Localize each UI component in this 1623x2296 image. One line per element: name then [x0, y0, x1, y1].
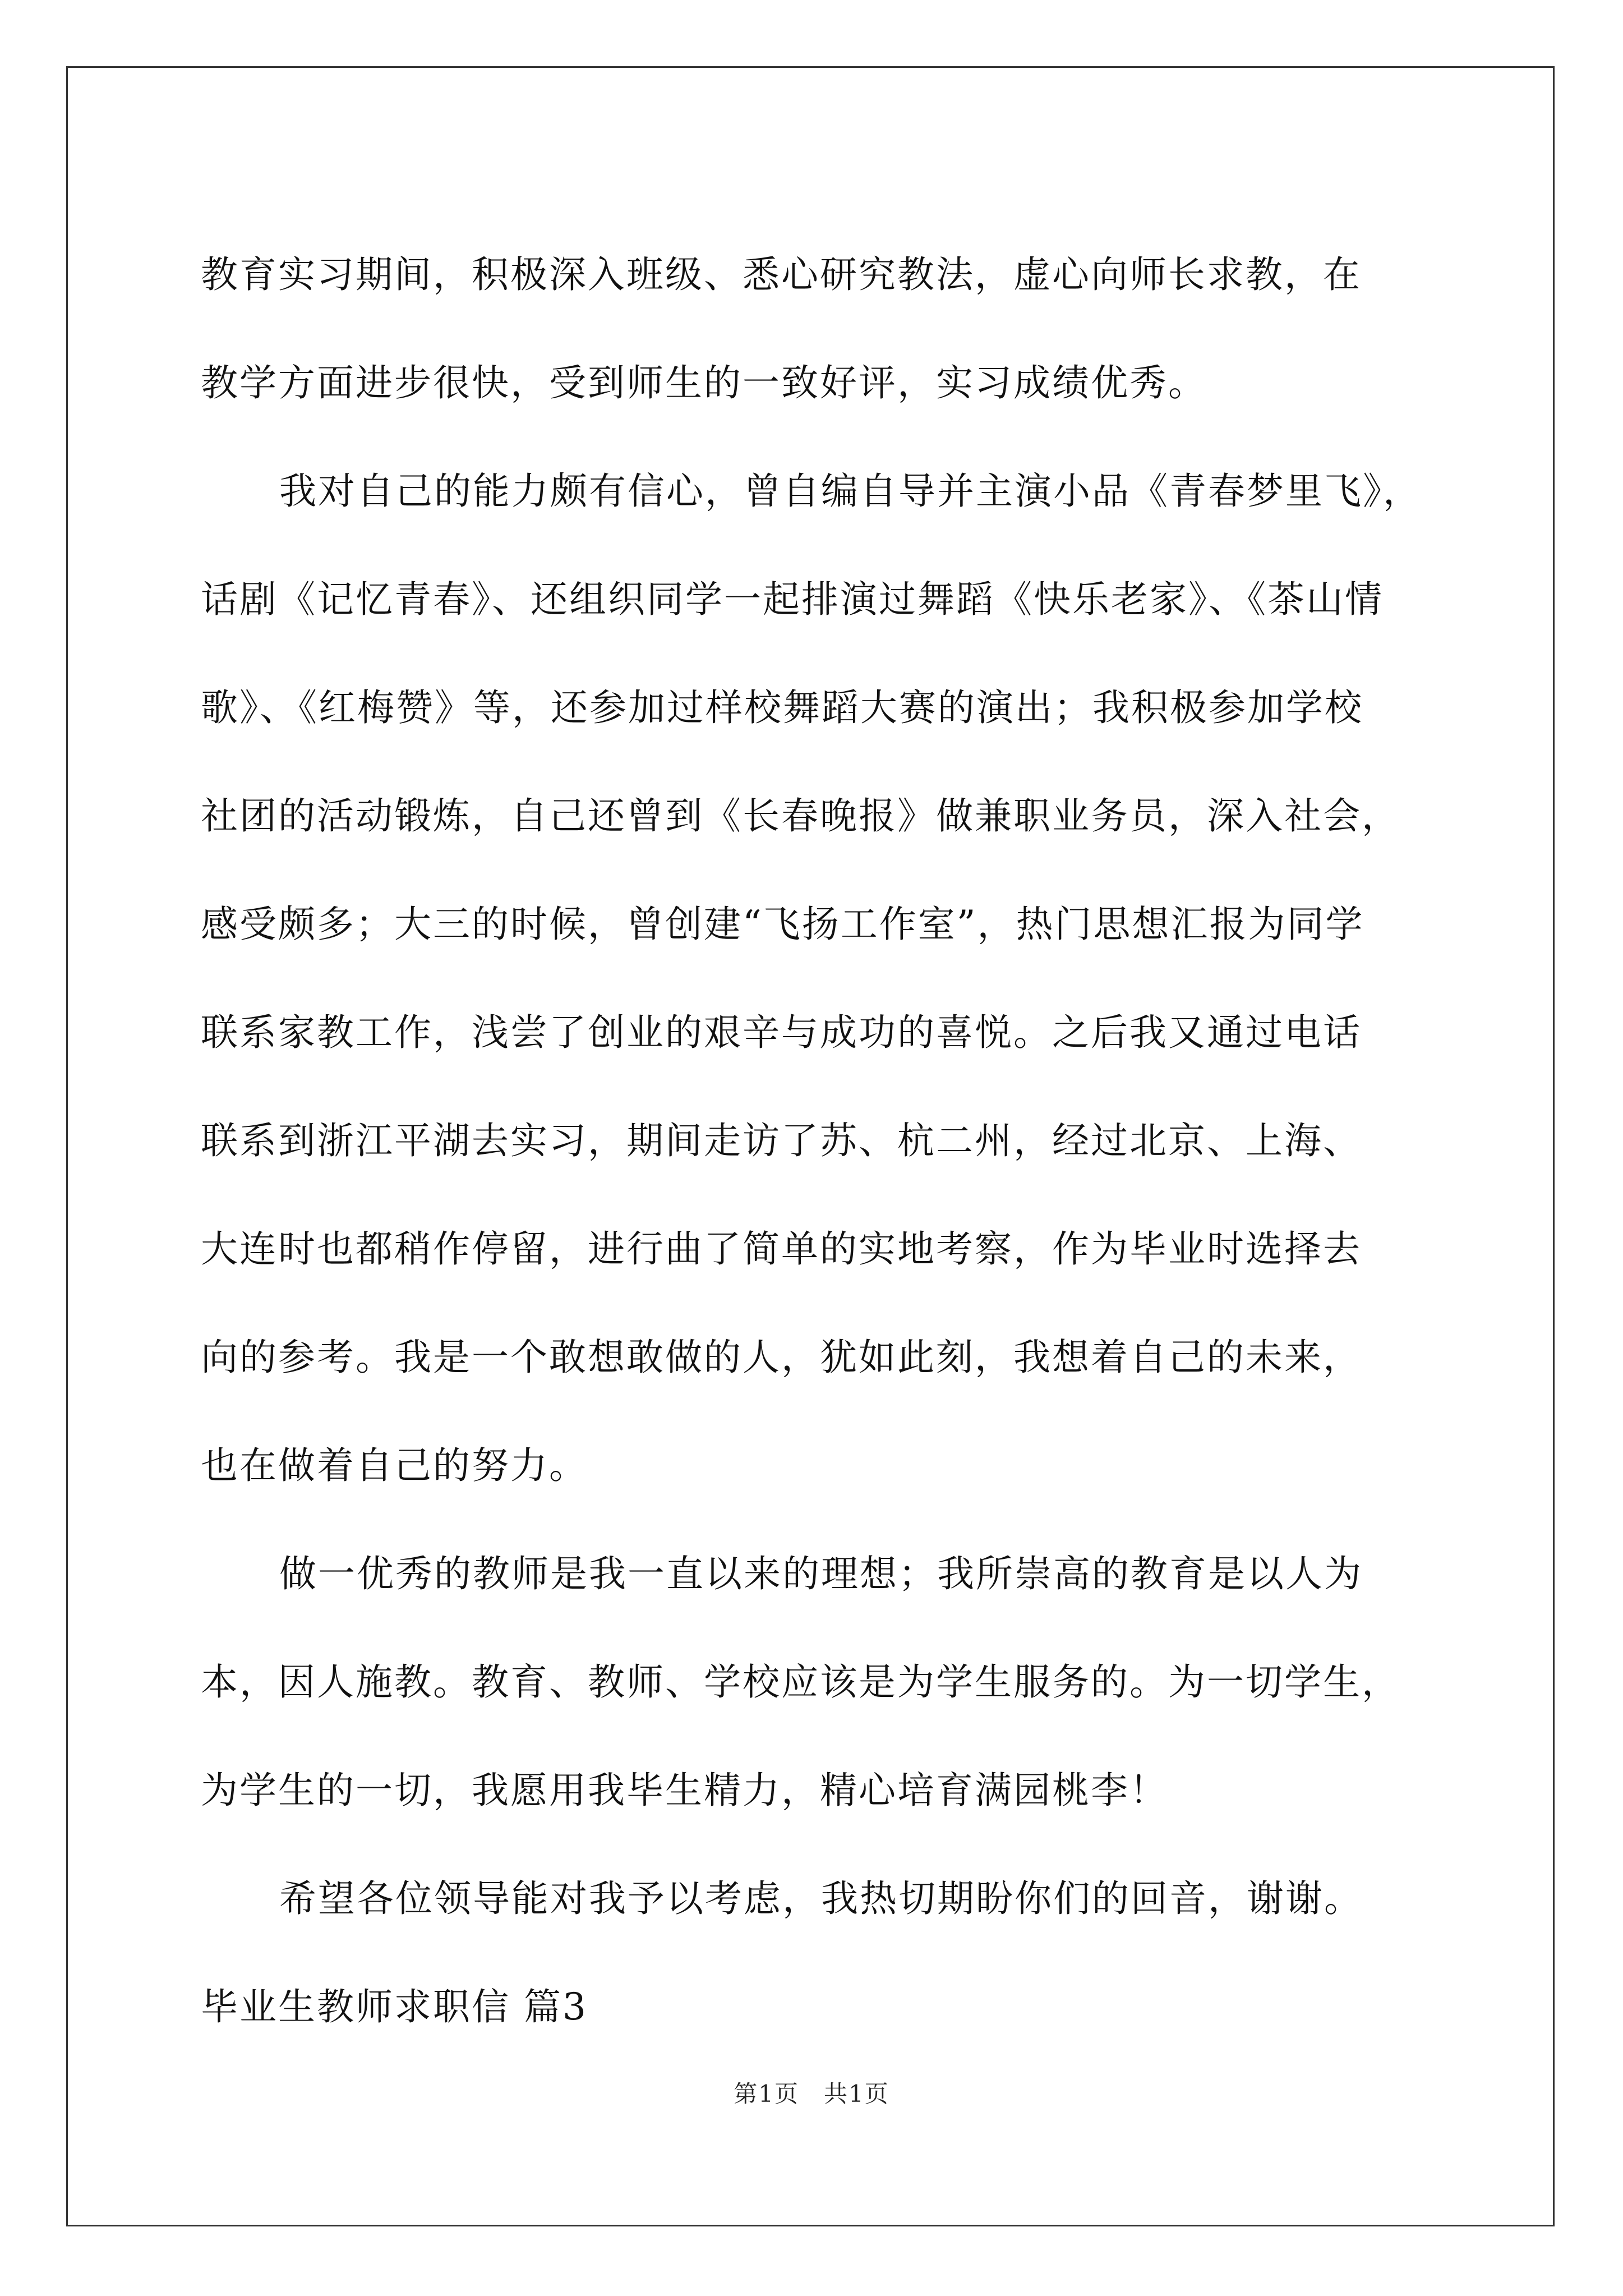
section-heading: 毕业生教师求职信 篇3	[201, 1985, 588, 2028]
text-line: 大连时也都稍作停留，进行曲了简单的实地考察，作为毕业时选择去	[201, 1227, 1362, 1271]
text-line: 社团的活动锻炼，自己还曾到《长春晚报》做兼职业务员，深入社会，	[201, 794, 1400, 838]
text-line: 感受颇多；大三的时候，曾创建“飞扬工作室”，热门思想汇报为同学	[201, 903, 1364, 946]
paragraph-start-line: 做一优秀的教师是我一直以来的理想；我所崇高的教育是以人为	[279, 1552, 1363, 1595]
text-line: 话剧《记忆青春》、还组织同学一起排演过舞蹈《快乐老家》、《茶山情	[201, 578, 1384, 621]
document-body	[201, 220, 1457, 2061]
paragraph-start-line: 希望各位领导能对我予以考虑，我热切期盼你们的回音，谢谢。	[279, 1877, 1363, 1920]
text-line: 也在做着自己的努力。	[201, 1444, 588, 1487]
text-line: 联系家教工作，浅尝了创业的艰辛与成功的喜悦。之后我又通过电话	[201, 1011, 1362, 1054]
text-line: 向的参考。我是一个敢想敢做的人，犹如此刻，我想着自己的未来，	[201, 1336, 1362, 1379]
text-line: 教育实习期间，积极深入班级、悉心研究教法，虚心向师长求教，在	[201, 253, 1362, 296]
text-line: 教学方面进步很快，受到师生的一致好评，实习成绩优秀。	[201, 361, 1207, 404]
text-line: 本，因人施教。教育、教师、学校应该是为学生服务的。为一切学生，	[201, 1660, 1400, 1704]
paragraph-start-line: 我对自己的能力颇有信心，曾自编自导并主演小品《青春梦里飞》，	[279, 470, 1422, 513]
text-line: 为学生的一切，我愿用我毕生精力，精心培育满园桃李！	[201, 1769, 1168, 1812]
page-number-footer: 第1页 共1页	[734, 2080, 889, 2108]
text-line: 歌》、《红梅赞》等，还参加过样校舞蹈大赛的演出；我积极参加学校	[201, 686, 1363, 729]
text-line: 联系到浙江平湖去实习，期间走访了苏、杭二州，经过北京、上海、	[201, 1119, 1362, 1162]
